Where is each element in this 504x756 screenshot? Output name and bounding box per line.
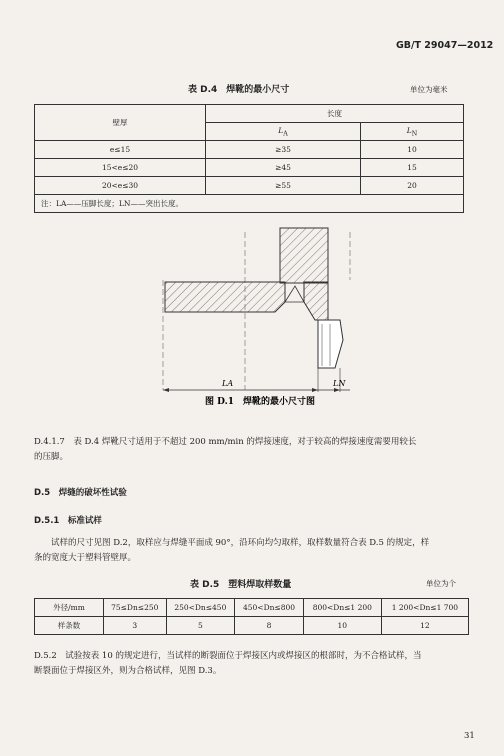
table-cell: 15<e≤20 <box>35 159 206 177</box>
table-cell: 5 <box>166 617 235 635</box>
table-cell: ≥55 <box>206 177 361 195</box>
table-cell: e≤15 <box>35 141 206 159</box>
section-heading-d51: D.5.1 标准试样 <box>34 516 102 526</box>
table-cell: 12 <box>381 617 468 635</box>
table-row <box>35 159 464 177</box>
table-d4-unit: 单位为毫米 <box>410 85 448 94</box>
table-cell: 450<Dn≤800 <box>235 599 304 617</box>
table-row-label: 样条数 <box>35 617 104 635</box>
table-row <box>35 617 469 635</box>
figure-d1-caption: 图 D.1 焊靴的最小尺寸图 <box>205 397 316 407</box>
table-d4-head-thickness: 壁厚 <box>35 105 206 141</box>
table-d4-note: 注：LA——压脚长度；LN——突出长度。 <box>35 195 464 213</box>
hatched-block <box>280 228 328 283</box>
table-row <box>35 599 469 617</box>
table-d4-head-length: 长度 <box>206 105 464 123</box>
table-cell: 20<e≤30 <box>35 177 206 195</box>
table-cell: ≥35 <box>206 141 361 159</box>
table-cell: 8 <box>235 617 304 635</box>
paragraph-d51: 试样的尺寸见图 D.2，取样应与焊缝平面成 90°，沿环向均匀取样，取样数量符合表 D.5 的规定，样 条的宽度大于塑料管壁厚。 <box>34 538 430 563</box>
table-cell: 20 <box>361 177 464 195</box>
table-d4-title: 表 D.4 焊靴的最小尺寸 <box>188 85 290 95</box>
dim-label-ln: LN <box>333 379 346 388</box>
table-row <box>35 141 464 159</box>
table-row-label: 外径/mm <box>35 599 104 617</box>
table-cell: 15 <box>361 159 464 177</box>
table-cell: 3 <box>104 617 167 635</box>
table-d5-unit: 单位为个 <box>426 579 456 588</box>
table-cell: 1 200<Dn≤1 700 <box>381 599 468 617</box>
table-cell: 800<Dn≤1 200 <box>303 599 381 617</box>
table-cell: ≥45 <box>206 159 361 177</box>
table-d4-head-la: $L_A$ <box>206 123 361 141</box>
table-cell: 250<Dn≤450 <box>166 599 235 617</box>
figure-d1 <box>0 220 504 410</box>
table-d4-head-ln: $L_N$ <box>361 123 464 141</box>
table-cell: 10 <box>361 141 464 159</box>
dim-label-la: LA <box>222 379 234 388</box>
section-heading-d5: D.5 焊缝的破坏性试验 <box>34 488 127 498</box>
page-number: 31 <box>464 731 475 741</box>
standard-code: GB/T 29047—2012 <box>396 40 494 51</box>
table-row <box>35 177 464 195</box>
hatched-part-right <box>304 282 328 320</box>
notch <box>285 286 304 302</box>
table-cell: 10 <box>303 617 381 635</box>
table-d5-title: 表 D.5 塑料焊取样数量 <box>190 580 292 590</box>
table-d5 <box>34 598 469 635</box>
table-cell: 75≤Dn≤250 <box>104 599 167 617</box>
table-d4 <box>34 104 464 213</box>
paragraph-d52: D.5.2 试验按表 10 的规定进行，当试样的断裂面位于焊接区内或焊接区的根部时，为不合格试样，当 断裂面位于焊接区外，则为合格试样，见图 D.3。 <box>34 651 422 676</box>
paragraph-d417: D.4.1.7 表 D.4 焊靴尺寸适用于不超过 200 mm/min 的焊接速度，对于较高的焊接速度需要用较长 的压脚。 <box>34 437 417 462</box>
hatched-shoe <box>165 282 285 312</box>
